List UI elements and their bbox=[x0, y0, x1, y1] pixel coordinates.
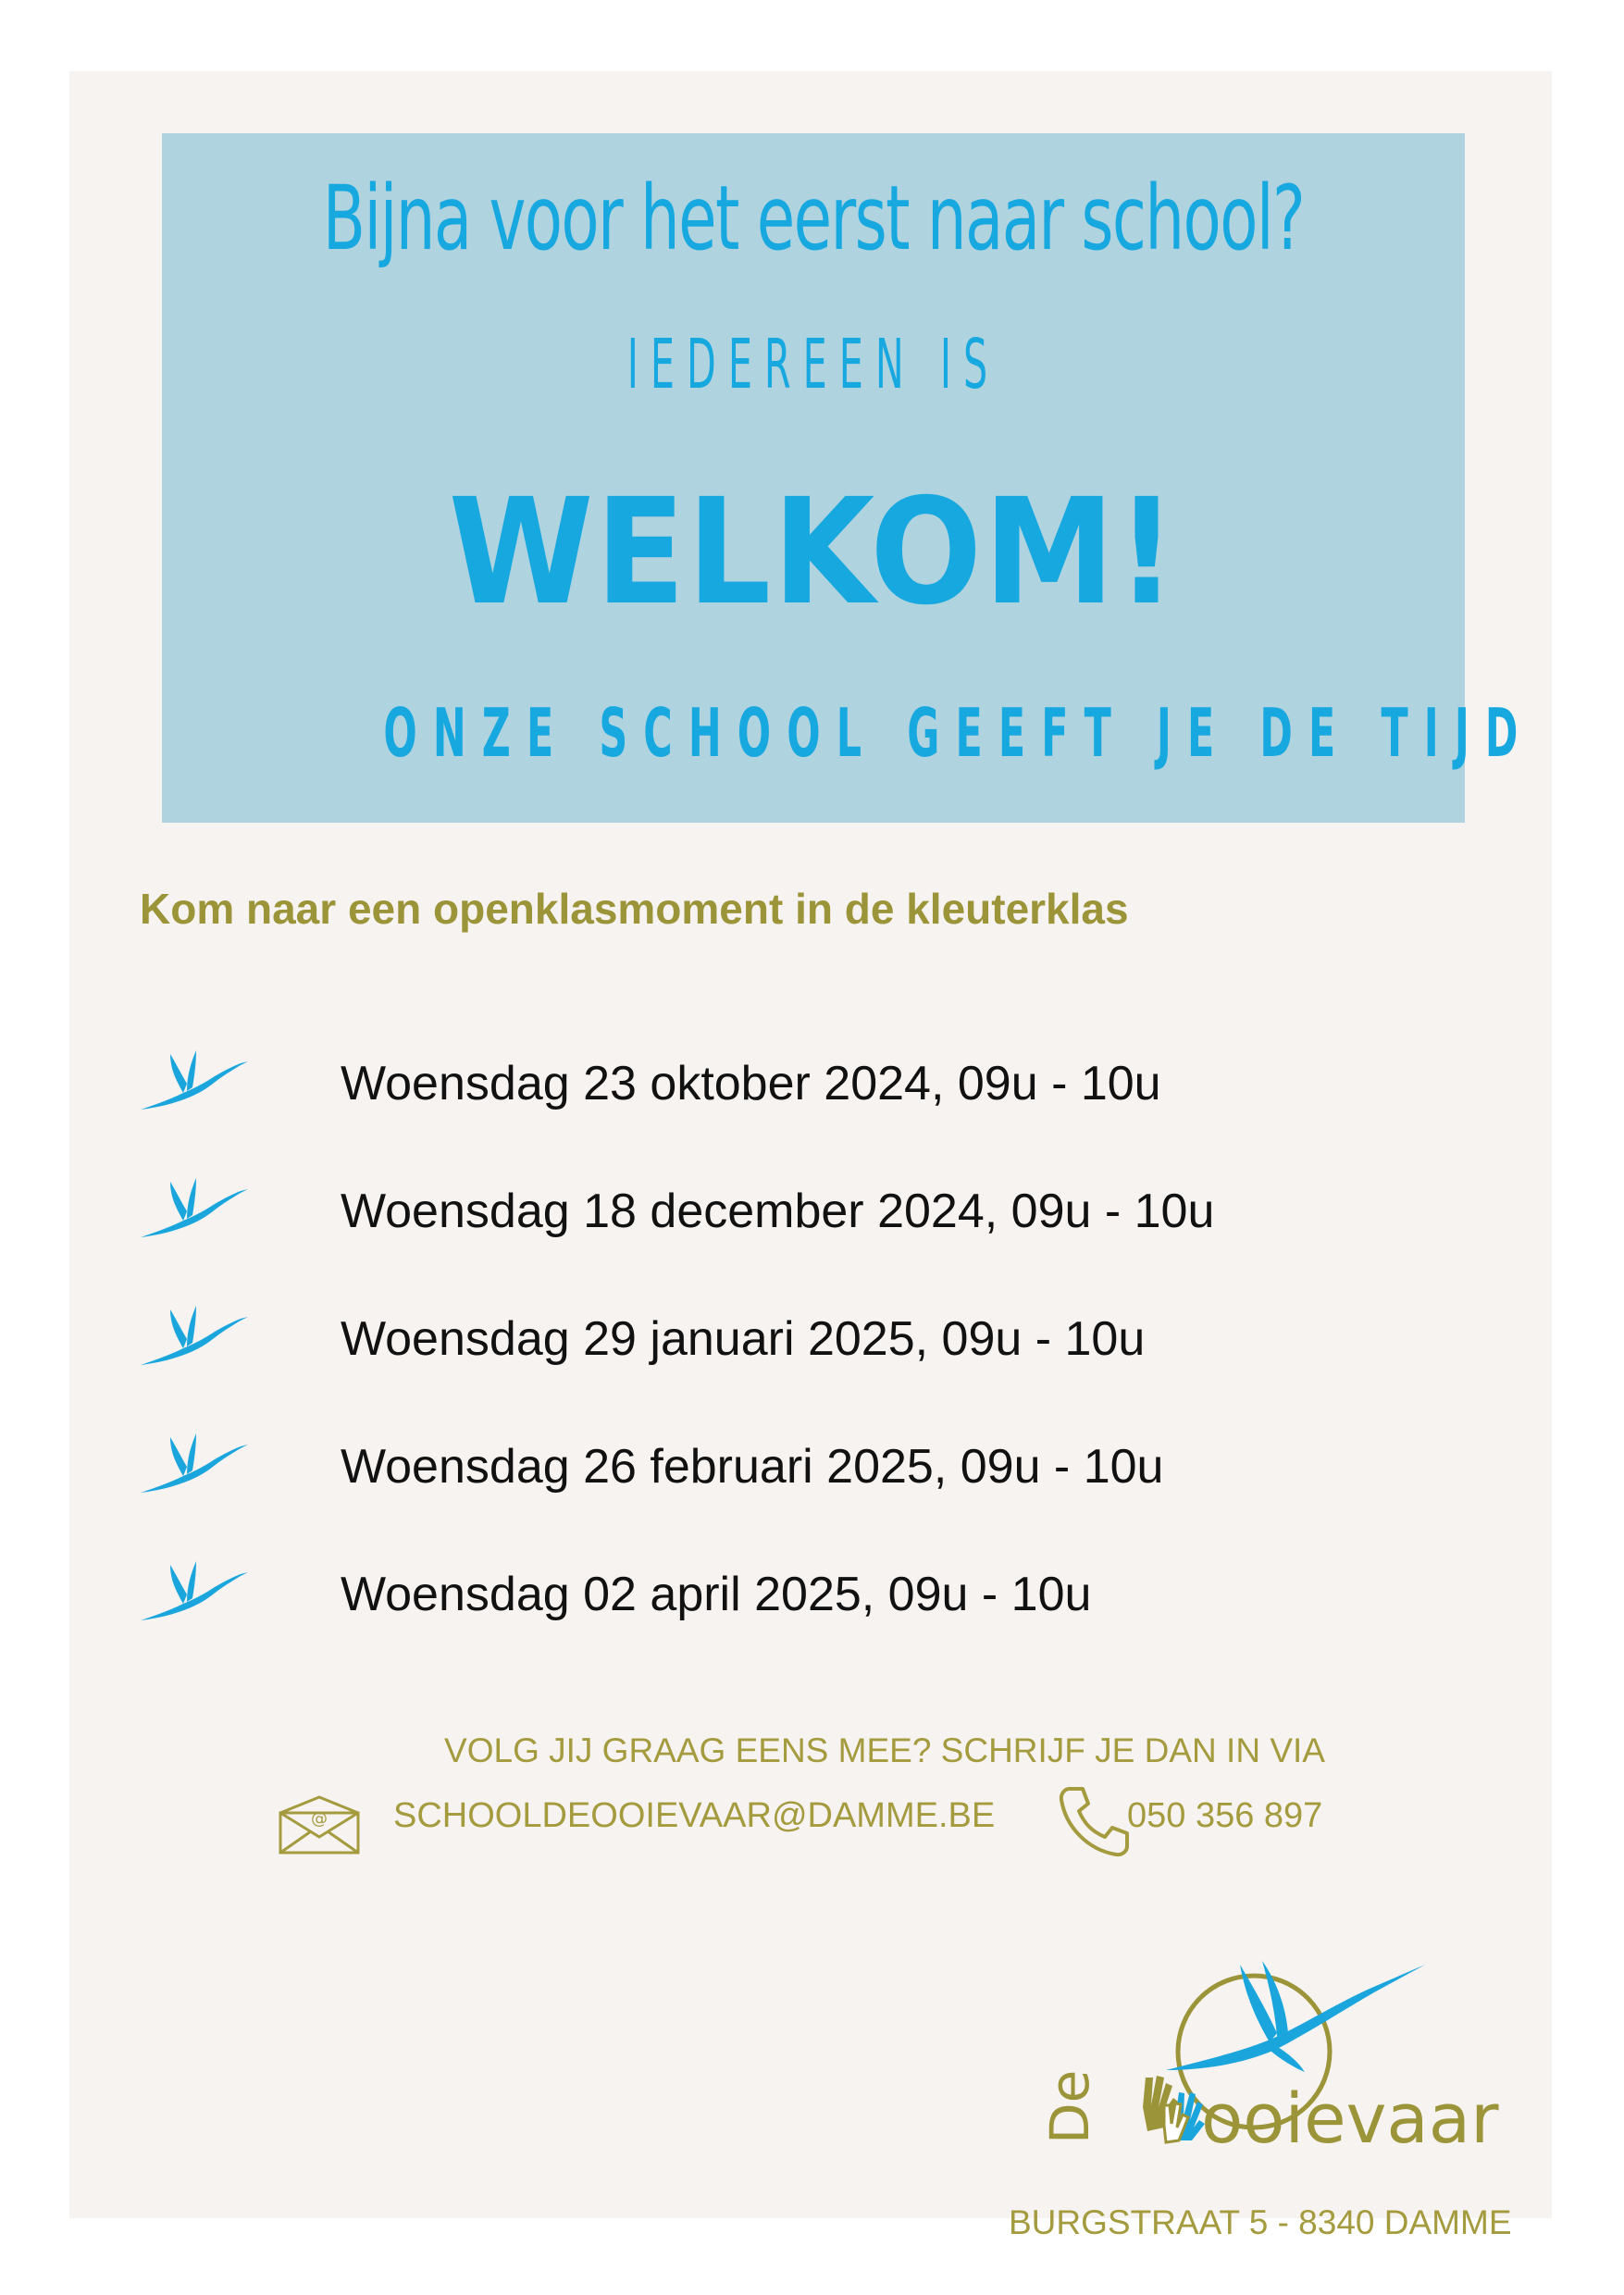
open-class-subtitle: Kom naar een openklasmoment in de kleuterklas bbox=[140, 885, 1129, 933]
banner-line-everyone: IEDEREEN IS bbox=[626, 325, 1000, 404]
banner-headline: Bijna voor het eerst naar school? bbox=[322, 167, 1305, 270]
school-logo bbox=[1038, 1913, 1518, 2209]
banner-tagline: ONZE SCHOOL GEEFT JE DE TIJD bbox=[383, 694, 1534, 772]
date-item bbox=[139, 1554, 1342, 1637]
stork-icon bbox=[139, 1426, 250, 1500]
date-text: Woensdag 23 oktober 2024, 09u - 10u bbox=[341, 1057, 1161, 1110]
stork-icon bbox=[139, 1171, 250, 1245]
date-text: Woensdag 02 april 2025, 09u - 10u bbox=[341, 1568, 1092, 1621]
contact-row bbox=[69, 1783, 1552, 1857]
banner-welcome: WELKOM! bbox=[448, 467, 1179, 638]
signup-intro: VOLG JIJ GRAAG EENS MEE? SCHRIJF JE DAN IN VIA bbox=[444, 1731, 1325, 1769]
date-item bbox=[139, 1043, 1342, 1126]
date-item bbox=[139, 1298, 1342, 1382]
logo-prefix: De bbox=[1038, 2069, 1101, 2144]
phone-icon bbox=[1057, 1783, 1133, 1859]
envelope-icon bbox=[278, 1794, 361, 1855]
svg-text:@: @ bbox=[311, 1809, 328, 1829]
stork-icon bbox=[139, 1298, 250, 1372]
logo-name: ooievaar bbox=[1201, 2079, 1499, 2159]
school-address: BURGSTRAAT 5 - 8340 DAMME bbox=[1009, 2203, 1512, 2241]
flyer-sheet bbox=[69, 71, 1552, 2241]
date-item bbox=[139, 1171, 1342, 1254]
date-list bbox=[69, 71, 1552, 2218]
date-text: Woensdag 18 december 2024, 09u - 10u bbox=[341, 1185, 1215, 1238]
date-text: Woensdag 29 januari 2025, 09u - 10u bbox=[341, 1312, 1146, 1366]
stork-icon bbox=[139, 1554, 250, 1628]
phone-number[interactable]: 050 356 897 bbox=[1127, 1796, 1323, 1835]
stork-icon bbox=[139, 1043, 250, 1117]
date-item bbox=[139, 1426, 1342, 1509]
email-link[interactable]: SCHOOLDEOOIEVAAR@DAMME.BE bbox=[393, 1796, 996, 1835]
date-text: Woensdag 26 februari 2025, 09u - 10u bbox=[341, 1440, 1164, 1494]
